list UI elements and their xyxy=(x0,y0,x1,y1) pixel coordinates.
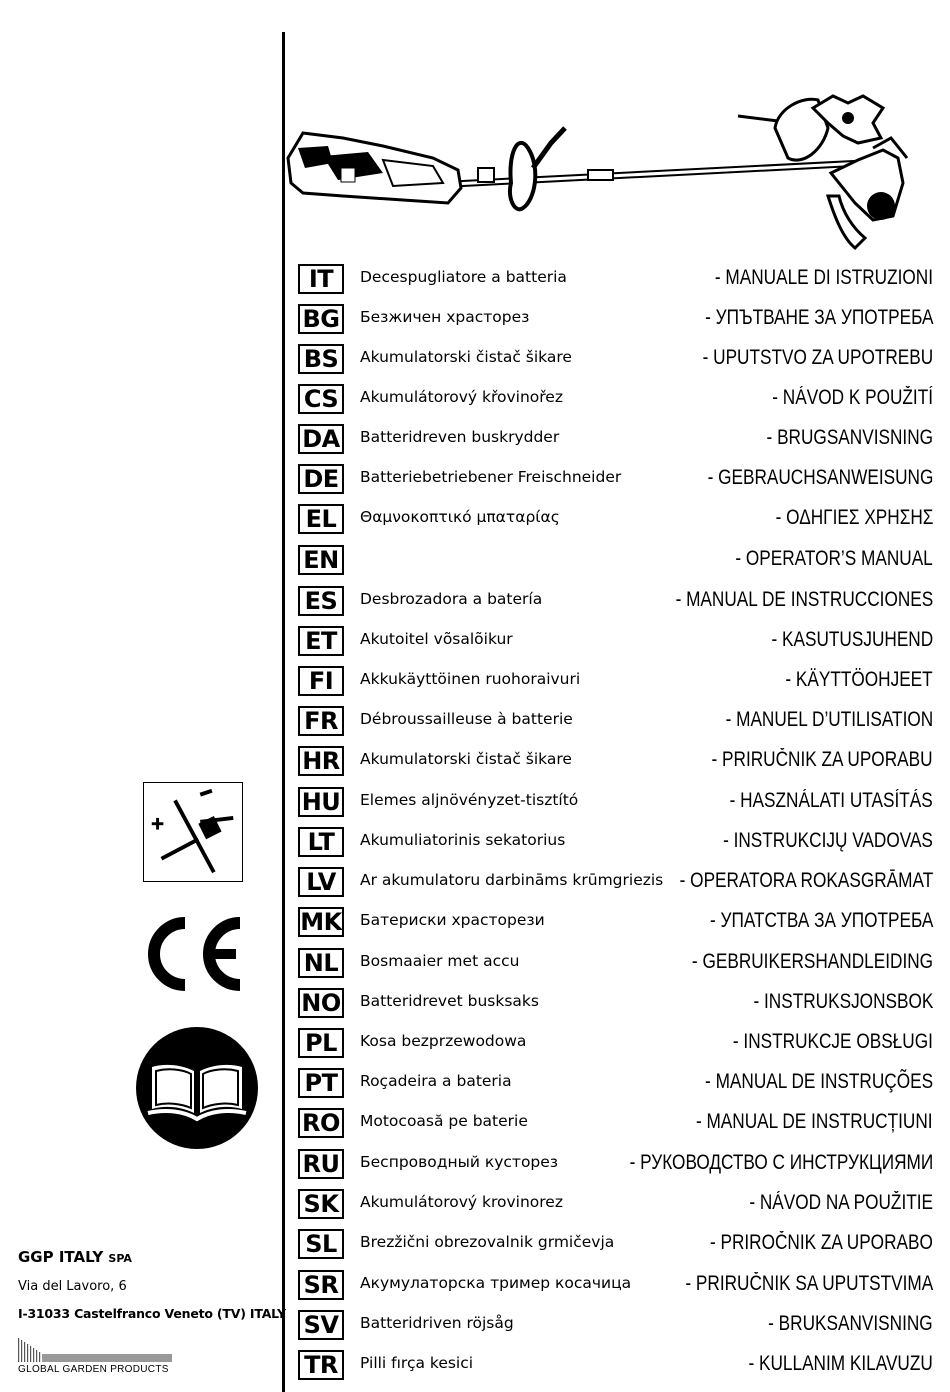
product-description: Batteridreven buskrydder xyxy=(360,428,560,446)
language-code: CS xyxy=(298,384,344,414)
language-row-et xyxy=(298,626,943,662)
manual-title: - PRIROČNIK ZA UPORABO xyxy=(710,1231,933,1254)
language-row-el xyxy=(298,504,943,540)
manual-title: - GEBRUIKERSHANDLEIDING xyxy=(691,950,933,973)
manual-title: - УПАТСТВА ЗА УПОТРЕБА xyxy=(709,909,933,932)
language-code: LV xyxy=(298,867,344,897)
product-description: Akumulatorski čistač šikare xyxy=(360,750,572,768)
product-description: Kosa bezprzewodowa xyxy=(360,1032,527,1050)
product-description: Batteridriven röjsåg xyxy=(360,1314,514,1332)
manual-title: - OPERATORA ROKASGRĀMAT xyxy=(679,869,933,892)
language-row-sl xyxy=(298,1229,943,1265)
product-description: Акумулаторска тример косачица xyxy=(360,1274,632,1292)
company-name-text: GGP ITALY xyxy=(18,1248,104,1266)
language-code: FR xyxy=(298,706,344,736)
brand-name: GLOBAL GARDEN PRODUCTS xyxy=(18,1364,169,1375)
language-row-sv xyxy=(298,1310,943,1346)
language-row-lv xyxy=(298,867,943,903)
language-row-bs xyxy=(298,344,943,380)
read-manual-icon xyxy=(136,1027,258,1149)
language-row-fr xyxy=(298,706,943,742)
language-code: LT xyxy=(298,827,344,857)
company-address-street: Via del Lavoro, 6 xyxy=(18,1279,127,1294)
manual-title: - KÄYTTÖOHJEET xyxy=(785,668,933,691)
language-row-it xyxy=(298,264,943,300)
language-row-sr xyxy=(298,1270,943,1306)
product-description: Motocoasă pe baterie xyxy=(360,1112,528,1130)
language-row-ro xyxy=(298,1108,943,1144)
company-name xyxy=(18,1248,132,1266)
language-code: MK xyxy=(298,907,344,937)
manual-title: - MANUAL DE INSTRUCCIONES xyxy=(675,588,933,611)
manual-title: - UPUTSTVO ZA UPOTREBU xyxy=(702,346,933,369)
language-code: EN xyxy=(298,545,344,575)
language-code: NO xyxy=(298,988,344,1018)
language-row-no xyxy=(298,988,943,1024)
language-code: BS xyxy=(298,344,344,374)
product-description: Akumulatorski čistač šikare xyxy=(360,348,572,366)
manual-title: - NÁVOD K POUŽITÍ xyxy=(772,386,933,409)
language-row-mk xyxy=(298,907,943,943)
brushcutter-illustration xyxy=(283,88,943,260)
language-row-nl xyxy=(298,948,943,984)
language-code: ES xyxy=(298,586,344,616)
product-description: Akumulátorový krovinorez xyxy=(360,1193,563,1211)
product-description: Безжичен храсторез xyxy=(360,308,530,326)
language-row-hu xyxy=(298,787,943,823)
product-description: Batteriebetriebener Freischneider xyxy=(360,468,622,486)
language-row-es xyxy=(298,586,943,622)
manual-title: - MANUAL DE INSTRUCȚIUNI xyxy=(696,1110,933,1133)
product-description: Brezžični obrezovalnik grmičevja xyxy=(360,1233,615,1251)
language-row-tr xyxy=(298,1350,943,1386)
language-code: DA xyxy=(298,424,344,454)
language-code: PL xyxy=(298,1028,344,1058)
company-suffix: SPA xyxy=(108,1252,132,1265)
language-row-lt xyxy=(298,827,943,863)
language-code: DE xyxy=(298,464,344,494)
product-description: Akumulátorový křovinořez xyxy=(360,388,563,406)
manual-title: - INSTRUKCJE OBSŁUGI xyxy=(733,1030,933,1053)
product-description: Elemes aljnövényzet-tisztító xyxy=(360,791,579,809)
language-code: RO xyxy=(298,1108,344,1138)
language-row-cs xyxy=(298,384,943,420)
manual-title: - NÁVOD NA POUŽITIE xyxy=(749,1191,933,1214)
language-code: BG xyxy=(298,304,344,334)
manual-title: - BRUGSANVISNING xyxy=(766,426,933,449)
language-code: TR xyxy=(298,1350,344,1380)
manual-title: - KULLANIM KILAVUZU xyxy=(748,1352,933,1375)
product-description: Беспроводный кусторез xyxy=(360,1153,559,1171)
manual-title: - PRIRUČNIK ZA UPORABU xyxy=(711,748,933,771)
product-description: Θαμνοκοπτικό μπαταρίας xyxy=(360,508,560,526)
language-row-da xyxy=(298,424,943,460)
product-description: Akkukäyttöinen ruohoraivuri xyxy=(360,670,581,688)
language-row-bg xyxy=(298,304,943,340)
language-row-de xyxy=(298,464,943,500)
product-description: Batteridrevet busksaks xyxy=(360,992,539,1010)
language-code: PT xyxy=(298,1068,344,1098)
manual-title: - GEBRAUCHSANWEISUNG xyxy=(707,466,933,489)
language-row-hr xyxy=(298,746,943,782)
product-description: Ar akumulatoru darbināms krūmgriezis xyxy=(360,871,664,889)
language-row-sk xyxy=(298,1189,943,1225)
language-code: SL xyxy=(298,1229,344,1259)
language-code: FI xyxy=(298,666,344,696)
product-description: Bosmaaier met accu xyxy=(360,952,520,970)
language-code: HR xyxy=(298,746,344,776)
manual-title: - РУКОВОДСТВО С ИНСТРУКЦИЯМИ xyxy=(629,1151,933,1174)
language-code: SK xyxy=(298,1189,344,1219)
manual-title: - MANUALE DI ISTRUZIONI xyxy=(714,266,933,289)
manual-title: - KASUTUSJUHEND xyxy=(771,628,933,651)
company-address-city: I-31033 Castelfranco Veneto (TV) ITALY xyxy=(18,1306,286,1321)
language-code: NL xyxy=(298,948,344,978)
language-row-ru xyxy=(298,1149,943,1185)
manual-title: - INSTRUKCIJŲ VADOVAS xyxy=(723,829,933,852)
manual-title: - OPERATOR’S MANUAL xyxy=(735,547,933,570)
language-row-pl xyxy=(298,1028,943,1064)
product-description: Desbrozadora a batería xyxy=(360,590,543,608)
language-row-en xyxy=(298,545,943,581)
battery-polarity-icon xyxy=(143,782,243,882)
language-code: IT xyxy=(298,264,344,294)
language-row-pt xyxy=(298,1068,943,1104)
language-code: RU xyxy=(298,1149,344,1179)
manual-title: - УПЪТВАНЕ ЗА УПОТРЕБА xyxy=(704,306,933,329)
language-code: ET xyxy=(298,626,344,656)
language-row-fi xyxy=(298,666,943,702)
product-description: Akumuliatorinis sekatorius xyxy=(360,831,566,849)
language-code: HU xyxy=(298,787,344,817)
manual-title: - INSTRUKSJONSBOK xyxy=(753,990,933,1013)
ce-mark-icon xyxy=(140,915,245,993)
manual-title: - MANUAL DE INSTRUÇÕES xyxy=(704,1070,933,1093)
manual-title: - MANUEL D’UTILISATION xyxy=(725,708,933,731)
product-description: Батериски храсторези xyxy=(360,911,545,929)
language-code: EL xyxy=(298,504,344,534)
product-description: Pilli fırça kesici xyxy=(360,1354,474,1372)
product-description: Decespugliatore a batteria xyxy=(360,268,567,286)
product-description: Roçadeira a bateria xyxy=(360,1072,512,1090)
manual-title: - BRUKSANVISNING xyxy=(768,1312,933,1335)
manual-title: - PRIRUČNIK SA UPUTSTVIMA xyxy=(685,1272,933,1295)
product-description: Débroussailleuse à batterie xyxy=(360,710,573,728)
product-description: Akutoitel võsalõikur xyxy=(360,630,513,648)
manual-title: - HASZNÁLATI UTASÍTÁS xyxy=(729,789,933,812)
manual-title: - ΟΔΗΓΙΕΣ ΧΡΗΣΗΣ xyxy=(775,506,933,529)
language-code: SV xyxy=(298,1310,344,1340)
language-code: SR xyxy=(298,1270,344,1300)
